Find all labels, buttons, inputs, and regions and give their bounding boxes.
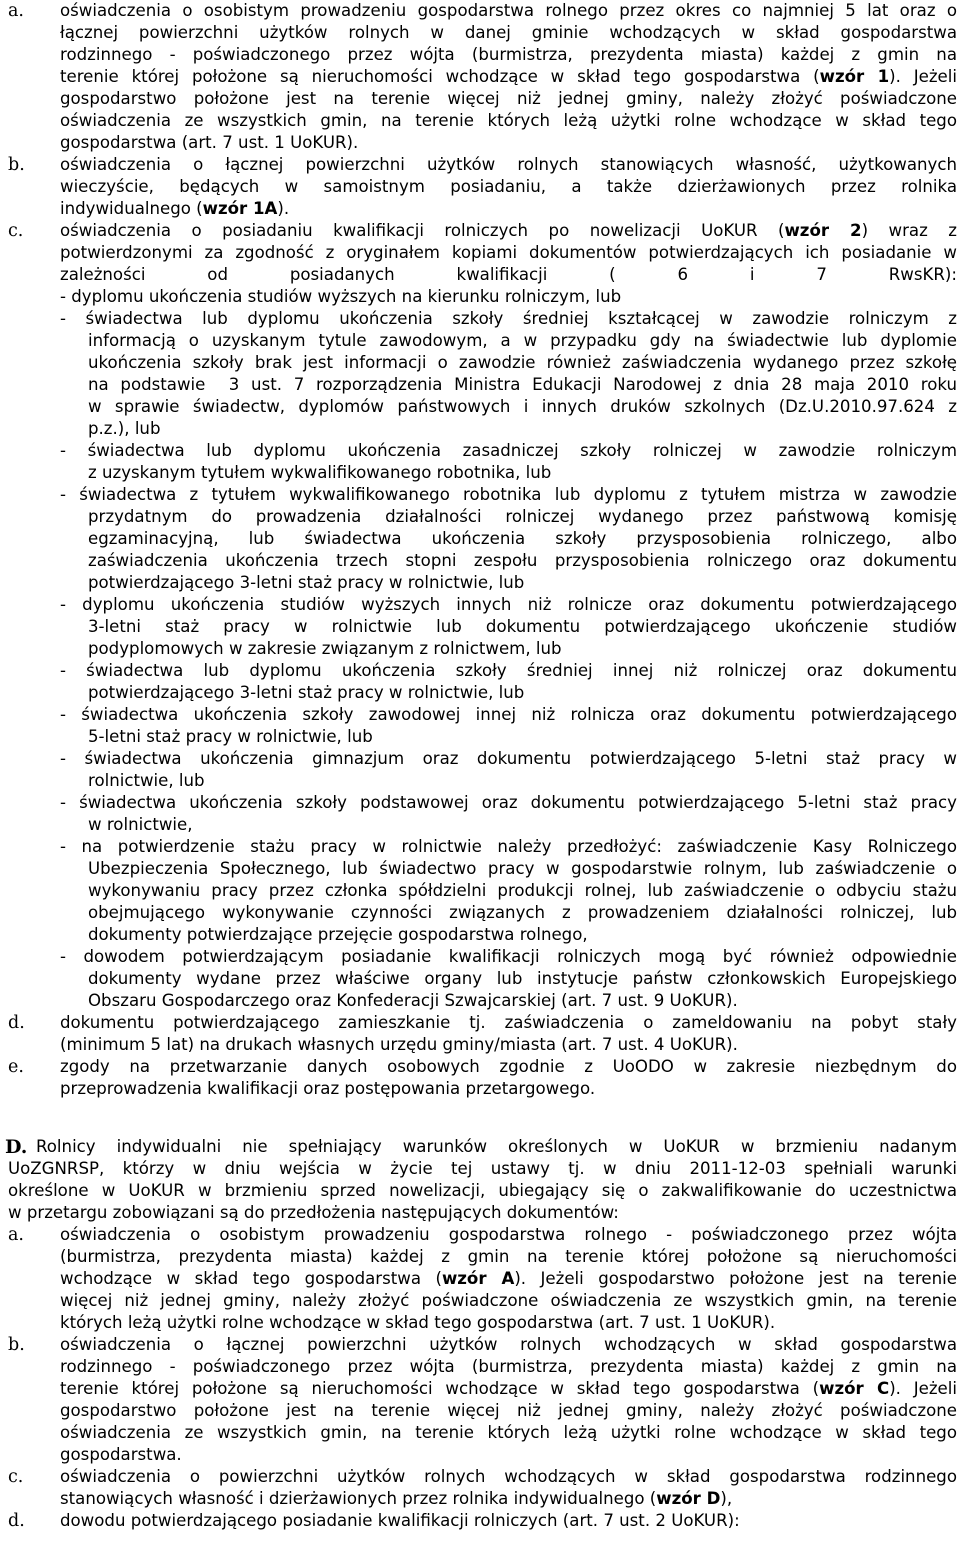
text-segment: ). Jeżeli bbox=[889, 1379, 957, 1398]
list-item-line: oświadczenia ze wszystkich gmin, na terenie których leżą użytki rolne wchodzące w skład tego bbox=[60, 111, 957, 130]
list-marker: a. bbox=[8, 1, 24, 21]
section-d-line: Rolnicy indywidualni nie spełniający warunków określonych w UoKUR w brzmieniu nadanym bbox=[36, 1137, 957, 1156]
list-item-line: których leżą użytki rolne wchodzące w skład tego gospodarstwa (art. 7 ust. 1 UoKUR). bbox=[60, 1313, 776, 1332]
text-segment: terenie której położone są nieruchomości wchodzące w skład tego gospodarstwa ( bbox=[60, 1379, 820, 1398]
requirement-line: na podstawie 3 ust. 7 rozporządzenia Ministra Edukacji Narodowej z dnia 28 maja 2010 roku bbox=[88, 375, 957, 394]
form-reference: wzór A bbox=[441, 1269, 515, 1288]
list-marker: a. bbox=[8, 1225, 24, 1245]
list-item-line bbox=[60, 198, 957, 220]
section-d-line: w przetargu zobowiązani są do przedłożenia następujących dokumentów: bbox=[8, 1203, 619, 1222]
text-segment: ) wraz z bbox=[861, 221, 957, 240]
form-reference: wzór D bbox=[656, 1489, 721, 1508]
list-marker: c. bbox=[8, 221, 24, 241]
requirement-line: - świadectwa ukończenia gimnazjum oraz dokumentu potwierdzającego 5-letni staż pracy w bbox=[60, 749, 957, 768]
requirement-line: dokumenty wydane przez właściwe organy lub instytucje państw członkowskich Europejskiego bbox=[88, 969, 957, 988]
requirement-line: ukończenia szkoły brak jest informacji o zawodzie również zaświadczenia wydanego przez szkołę bbox=[88, 353, 957, 372]
list-item-line: rodzinnego - poświadczonego przez wójta (burmistrza, prezydenta miasta) każdej z gmin na bbox=[60, 1357, 957, 1376]
requirement-line: - na potwierdzenie stażu pracy w rolnictwie należy przedłożyć: zaświadczenie Kasy Rolniczego bbox=[60, 837, 957, 856]
text-segment: terenie której położone są nieruchomości wchodzące w skład tego gospodarstwa ( bbox=[60, 67, 820, 86]
requirement-line: - świadectwa ukończenia szkoły podstawowej oraz dokumentu potwierdzającego 5-letni staż pracy bbox=[60, 793, 957, 812]
requirement-line: podyplomowych w zakresie związanym z rolnictwem, lub bbox=[88, 639, 562, 658]
section-d-line: UoZGNRSP, którzy w dniu wejścia w życie tej ustawy tj. w dniu 2011-12-03 spełniali warunki bbox=[8, 1159, 957, 1178]
text-segment: ). Jeżeli gospodarstwo położone jest na terenie bbox=[514, 1269, 957, 1288]
form-reference: wzór 1A bbox=[202, 199, 278, 218]
text-segment: wchodzące w skład tego gospodarstwa ( bbox=[60, 1269, 442, 1288]
requirement-line: - świadectwa lub dyplomu ukończenia zasadniczej szkoły rolniczej w zawodzie rolniczym bbox=[60, 441, 957, 460]
list-marker: b. bbox=[8, 1335, 25, 1355]
list-item-line bbox=[60, 1268, 957, 1290]
requirement-line: - świadectwa z tytułem wykwalifikowanego robotnika lub dyplomu z tytułem mistrza w zawodzie bbox=[60, 485, 957, 504]
requirement-line: Ubezpieczenia Społecznego, lub świadectwo pracy w gospodarstwie rolnym, lub zaświadczenie o bbox=[88, 859, 957, 878]
requirement-line: zaświadczenia ukończenia trzech stopni zespołu przysposobienia rolniczego oraz dokumentu bbox=[88, 551, 957, 570]
list-item-line: więcej niż jednej gminy, należy złożyć poświadczone oświadczenia ze wszystkich gmin, na terenie bbox=[60, 1291, 957, 1310]
form-reference: wzór 2 bbox=[784, 221, 862, 240]
requirement-line: w rolnictwie, bbox=[88, 815, 193, 834]
form-reference: wzór C bbox=[819, 1379, 890, 1398]
requirement-line: - świadectwa lub dyplomu ukończenia szkoły średniej kształcącej w zawodzie rolniczym z bbox=[60, 309, 957, 328]
list-item-line: gospodarstwa. bbox=[60, 1445, 182, 1464]
requirement-line: - świadectwa ukończenia szkoły zawodowej innej niż rolnicza oraz dokumentu potwierdzającego bbox=[60, 705, 957, 724]
list-item-line: przeprowadzenia kwalifikacji oraz postępowania przetargowego. bbox=[60, 1079, 596, 1098]
requirement-line: - dyplomu ukończenia studiów wyższych na kierunku rolniczym, lub bbox=[60, 287, 622, 306]
requirement-line: 5-letni staż pracy w rolnictwie, lub bbox=[88, 727, 373, 746]
list-item-line: oświadczenia o osobistym prowadzeniu gospodarstwa rolnego - poświadczonego przez wójta bbox=[60, 1225, 957, 1244]
list-item-line: oświadczenia ze wszystkich gmin, na terenie których leżą użytki rolne wchodzące w skład tego bbox=[60, 1423, 957, 1442]
list-item-line: gospodarstwo położone jest na terenie więcej niż jednej gminy, należy złożyć poświadczone bbox=[60, 89, 957, 108]
text-segment: ), bbox=[720, 1489, 733, 1508]
list-marker: e. bbox=[8, 1057, 24, 1077]
list-item-line: potwierdzonymi za zgodność z oryginałem kopiami dokumentów potwierdzających ich posiadanie w bbox=[60, 243, 957, 262]
requirement-line: informacją o uzyskanym tytule zawodowym, a w przypadku gdy na świadectwie lub dyplomie bbox=[88, 331, 957, 350]
list-marker: b. bbox=[8, 155, 25, 175]
requirement-line: dokumenty potwierdzające przejęcie gospodarstwa rolnego, bbox=[88, 925, 588, 944]
list-item-line: (minimum 5 lat) na drukach własnych urzędu gminy/miasta (art. 7 ust. 4 UoKUR). bbox=[60, 1035, 738, 1054]
form-reference: wzór 1 bbox=[819, 67, 890, 86]
list-item-line: rodzinnego - poświadczonego przez wójta (burmistrza, prezydenta miasta) każdej z gmin na bbox=[60, 45, 957, 64]
list-item-line: oświadczenia o powierzchni użytków rolnych wchodzących w skład gospodarstwa rodzinnego bbox=[60, 1467, 957, 1486]
list-marker: d. bbox=[8, 1013, 25, 1033]
requirement-line: w sprawie świadectw, dyplomów państwowych i innych druków szkolnych (Dz.U.2010.97.624 z bbox=[88, 397, 957, 416]
requirement-line: egzaminacyjną, lub świadectwa ukończenia szkoły przysposobienia rolniczego, albo bbox=[88, 529, 957, 548]
list-item-line bbox=[60, 220, 957, 242]
list-marker: c. bbox=[8, 1467, 24, 1487]
requirement-line: 3-letni staż pracy w rolnictwie lub dokumentu potwierdzającego ukończenie studiów bbox=[88, 617, 957, 636]
list-item-line bbox=[60, 66, 957, 88]
list-item-line: łącznej powierzchni użytków rolnych w danej gminie wchodzących w skład gospodarstwa bbox=[60, 23, 957, 42]
requirement-line: - świadectwa lub dyplomu ukończenia szkoły średniej innej niż rolniczej oraz dokumentu bbox=[60, 661, 957, 680]
requirement-line: z uzyskanym tytułem wykwalifikowanego robotnika, lub bbox=[88, 463, 552, 482]
list-item-line: dowodu potwierdzającego posiadanie kwalifikacji rolniczych (art. 7 ust. 2 UoKUR): bbox=[60, 1511, 740, 1530]
section-d-line: określone w UoKUR w brzmieniu sprzed nowelizacji, ubiegający się o zakwalifikowanie do uczestnictwa bbox=[8, 1181, 957, 1200]
requirement-line: - dowodem potwierdzającym posiadanie kwalifikacji rolniczych mogą być również odpowiednie bbox=[60, 947, 957, 966]
text-segment: ). Jeżeli bbox=[889, 67, 957, 86]
requirement-line: potwierdzającego 3-letni staż pracy w rolnictwie, lub bbox=[88, 683, 525, 702]
requirement-line: rolnictwie, lub bbox=[88, 771, 205, 790]
list-item-line: dokumentu potwierdzającego zamieszkanie tj. zaświadczenia o zameldowaniu na pobyt stały bbox=[60, 1013, 957, 1032]
list-item-line: oświadczenia o łącznej powierzchni użytków rolnych stanowiących własność, użytkowanych bbox=[60, 155, 957, 174]
text-segment: ). bbox=[277, 199, 290, 218]
list-item-line: oświadczenia o osobistym prowadzeniu gospodarstwa rolnego przez okres co najmniej 5 lat oraz o bbox=[60, 1, 957, 20]
text-segment: indywidualnego ( bbox=[60, 199, 203, 218]
requirement-line: Obszaru Gospodarczego oraz Konfederacji Szwajcarskiej (art. 7 ust. 9 UoKUR). bbox=[88, 991, 738, 1010]
list-marker: D. bbox=[5, 1136, 28, 1158]
list-item-line: gospodarstwo położone jest na terenie więcej niż jednej gminy, należy złożyć poświadczone bbox=[60, 1401, 957, 1420]
requirement-line: przydatnym do prowadzenia działalności rolniczej wydanego przez państwową komisję bbox=[88, 507, 957, 526]
list-item-line: wieczyście, będących w samoistnym posiadaniu, a także dzierżawionych przez rolnika bbox=[60, 177, 957, 196]
list-item-line bbox=[60, 1488, 957, 1510]
requirement-line: - dyplomu ukończenia studiów wyższych innych niż rolnicze oraz dokumentu potwierdzającego bbox=[60, 595, 957, 614]
list-item-line: zależności od posiadanych kwalifikacji ( 6 i 7 RwsKR): bbox=[60, 265, 957, 284]
text-segment: oświadczenia o posiadaniu kwalifikacji rolniczych po nowelizacji UoKUR ( bbox=[60, 221, 785, 240]
requirement-line: wykonywaniu pracy przez członka spółdzielni produkcji rolnej, lub zaświadczenie o odbyciu stażu bbox=[88, 881, 957, 900]
list-marker: d. bbox=[8, 1511, 25, 1531]
list-item-line: oświadczenia o łącznej powierzchni użytków rolnych wchodzących w skład gospodarstwa bbox=[60, 1335, 957, 1354]
requirement-line: p.z.), lub bbox=[88, 419, 161, 438]
requirement-line: potwierdzającego 3-letni staż pracy w rolnictwie, lub bbox=[88, 573, 525, 592]
list-item-line: (burmistrza, prezydenta miasta) każdej z gmin na terenie której położone są nieruchomości bbox=[60, 1247, 957, 1266]
list-item-line bbox=[60, 1378, 957, 1400]
list-item-line: gospodarstwa (art. 7 ust. 1 UoKUR). bbox=[60, 133, 359, 152]
requirement-line: obejmującego wykonywanie czynności związanych z prowadzeniem działalności rolniczej, lub bbox=[88, 903, 957, 922]
text-segment: stanowiących własność i dzierżawionych przez rolnika indywidualnego ( bbox=[60, 1489, 657, 1508]
list-item-line: zgody na przetwarzanie danych osobowych zgodnie z UoODO w zakresie niezbędnym do bbox=[60, 1057, 957, 1076]
